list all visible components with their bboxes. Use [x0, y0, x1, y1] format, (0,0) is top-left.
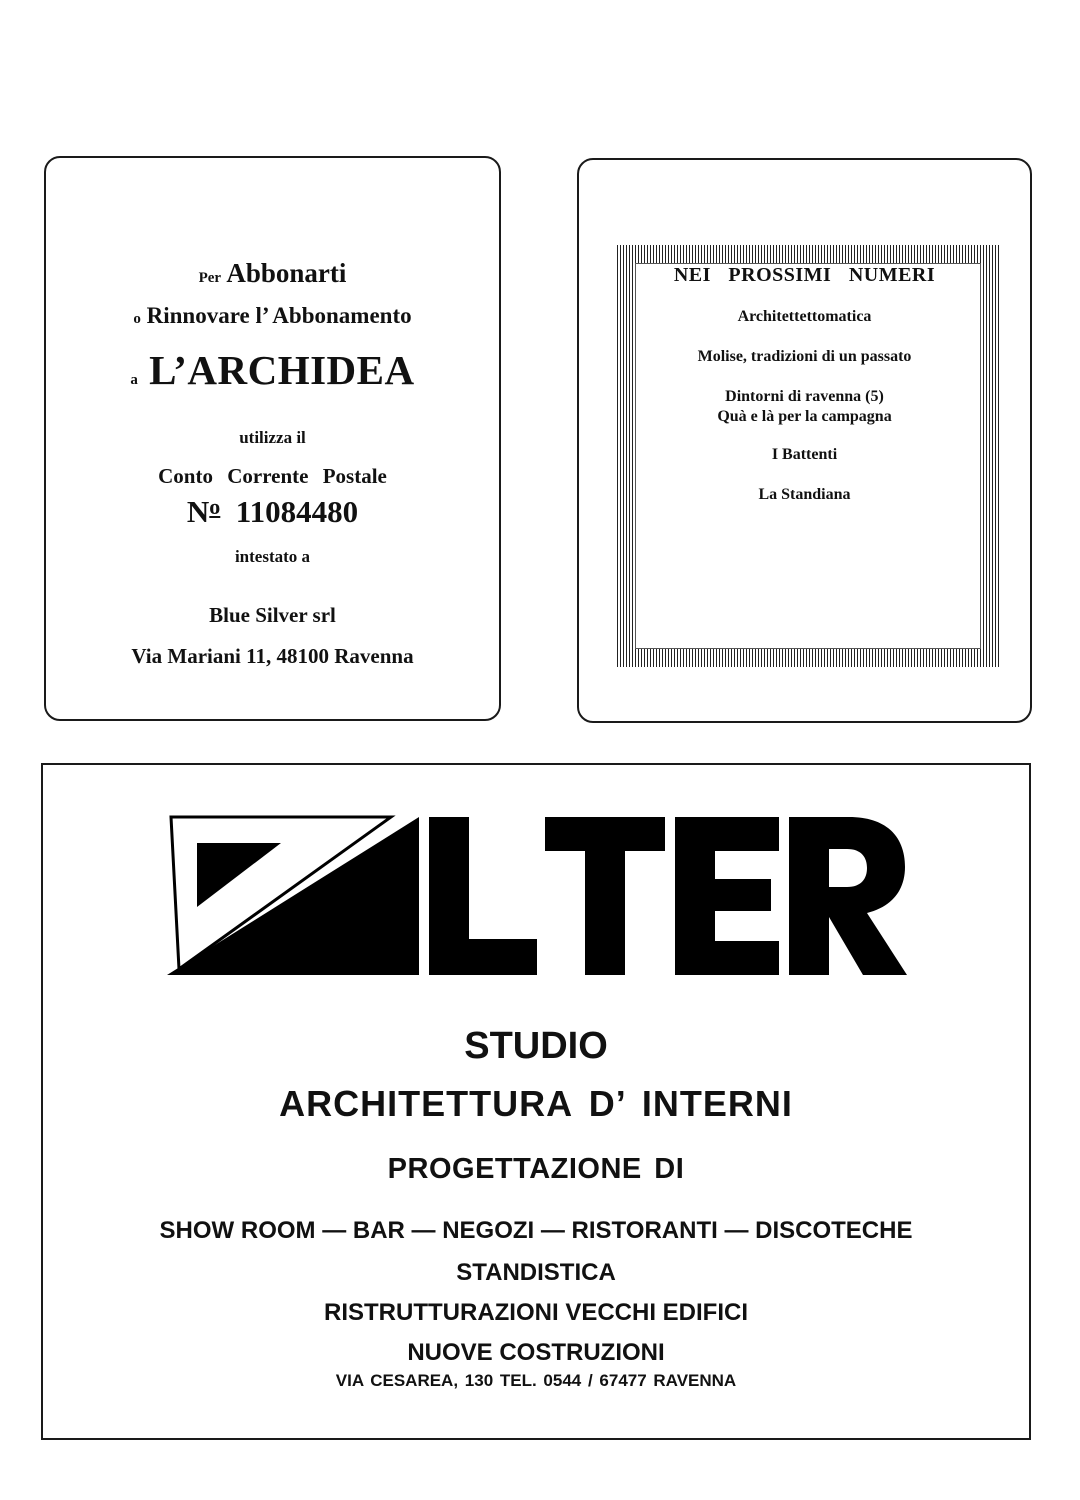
issue-item: Dintorni di ravenna (5) — [725, 388, 884, 405]
services-line: NUOVE COSTRUZIONI — [407, 1339, 665, 1366]
account-number: 11084480 — [235, 494, 359, 529]
use-text: utilizza il — [239, 428, 306, 447]
renew-text: Rinnovare l’ Abbonamento — [146, 303, 412, 328]
interior-architecture-heading: ARCHITETTURA D’ INTERNI — [279, 1083, 793, 1124]
services-line: RISTRUTTURAZIONI VECCHI EDIFICI — [324, 1299, 748, 1326]
issue-item: I Battenti — [771, 446, 838, 463]
subscription-box — [44, 156, 501, 721]
design-of-heading: PROGETTAZIONE DI — [387, 1153, 685, 1185]
renew-prefix: o — [133, 311, 141, 327]
subscribe-line — [46, 258, 499, 289]
magazine-name: L’ARCHIDEA — [149, 347, 415, 393]
payee-label: intestato a — [234, 547, 311, 566]
zalter-advertisement — [41, 763, 1031, 1440]
magazine-prefix: a — [130, 372, 139, 388]
subscribe-word: Abbonarti — [226, 258, 347, 288]
services-line: SHOW ROOM — BAR — NEGOZI — RISTORANTI — DISCOTECHE — [159, 1217, 913, 1244]
company-address: Via Mariani 11, 48100 Ravenna — [131, 644, 414, 668]
issue-item: La Standiana — [758, 486, 851, 503]
issue-item: Quà e là per la campagna — [717, 408, 892, 425]
next-issues-title: NEI PROSSIMI NUMERI — [673, 264, 936, 286]
account-number-line — [46, 494, 499, 530]
number-symbol: $N^o$ — [186, 494, 221, 529]
renew-line — [46, 303, 499, 329]
next-issues-box — [577, 158, 1032, 723]
postal-account-label: Conto Corrente Postale — [158, 464, 387, 488]
services-line: STANDISTICA — [456, 1259, 616, 1286]
zalter-logo — [167, 815, 907, 985]
subscribe-prefix: Per — [198, 270, 222, 286]
issue-item: Molise, tradizioni di un passato — [697, 348, 912, 365]
issue-item: Architettettomatica — [737, 308, 872, 325]
company-name: Blue Silver srl — [209, 603, 336, 627]
studio-heading: STUDIO — [464, 1025, 608, 1067]
magazine-name-line — [46, 346, 499, 394]
studio-address: VIA CESAREA, 130 TEL. 0544 / 67477 RAVENNA — [335, 1371, 737, 1390]
